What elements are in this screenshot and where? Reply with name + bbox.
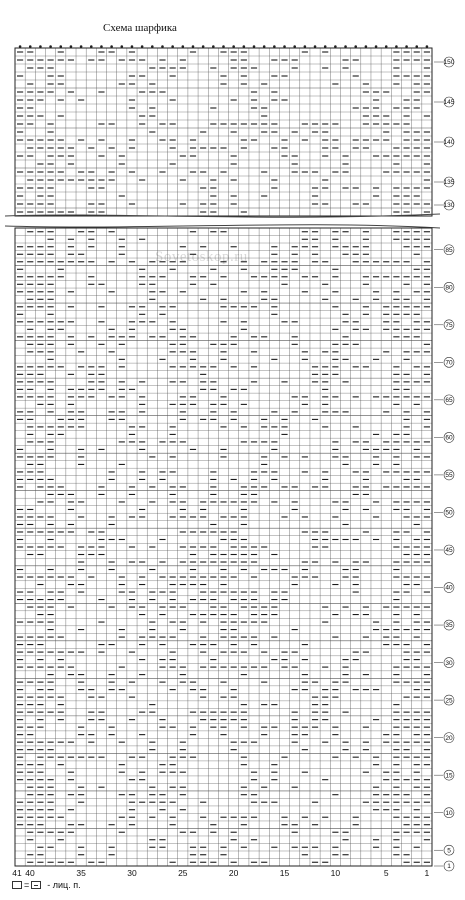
top-edge-dot [59, 45, 62, 48]
top-edge-dot [29, 45, 32, 48]
legend-empty-cell-icon [12, 881, 22, 889]
row-label: 40 [445, 584, 453, 592]
column-label: 30 [127, 868, 137, 878]
top-edge-dot [314, 45, 317, 48]
top-edge-dot [202, 45, 205, 48]
top-edge-dot [131, 45, 134, 48]
column-label: 35 [76, 868, 86, 878]
grid-border [15, 48, 432, 216]
top-edge-dot [212, 45, 215, 48]
top-edge-dot [293, 45, 296, 48]
top-edge-dot [110, 45, 113, 48]
top-edge-dot [365, 45, 368, 48]
row-label: 20 [445, 734, 453, 742]
row-label: 80 [445, 284, 453, 292]
top-edge-dot [100, 45, 103, 48]
top-edge-dot [49, 45, 52, 48]
watermark: Sovetoskop.ru [155, 249, 248, 265]
top-edge-dot [161, 45, 164, 48]
row-label: 35 [445, 622, 453, 630]
column-label: 1 [424, 868, 430, 878]
row-label: 45 [445, 547, 453, 555]
row-label: 10 [445, 809, 453, 817]
column-label: 15 [279, 868, 290, 878]
top-edge-dot [39, 45, 42, 48]
top-edge-dot [375, 45, 378, 48]
chart-title: Схема шарфика [103, 22, 177, 34]
row-label: 130 [443, 202, 455, 210]
row-label: 140 [443, 139, 455, 147]
top-edge-dot [344, 45, 347, 48]
row-label: 5 [447, 847, 451, 855]
legend-description: - лиц. п. [47, 880, 81, 890]
top-edge-dot [405, 45, 408, 48]
top-edge-dot [385, 45, 388, 48]
top-edge-dot [334, 45, 337, 48]
top-edge-dot [253, 45, 256, 48]
top-edge-dot [120, 45, 123, 48]
grid-border [15, 228, 432, 866]
column-label: 20 [228, 868, 239, 878]
row-label: 75 [445, 322, 453, 330]
top-edge-dot [395, 45, 398, 48]
top-edge-dot [283, 45, 286, 48]
row-label: 55 [445, 472, 453, 480]
row-label: 145 [443, 99, 455, 107]
top-edge-dot [151, 45, 154, 48]
column-label: 5 [383, 868, 389, 878]
row-label: 150 [443, 59, 455, 67]
legend [12, 880, 83, 890]
top-edge-dot [324, 45, 327, 48]
row-label: 30 [445, 659, 453, 667]
top-edge-dot [243, 45, 246, 48]
top-edge-dot [222, 45, 225, 48]
column-label: 10 [330, 868, 341, 878]
top-edge-dot [263, 45, 266, 48]
row-label: 60 [445, 434, 453, 442]
top-edge-dot [90, 45, 93, 48]
top-edge-dot [19, 45, 22, 48]
column-label: 25 [178, 868, 188, 878]
row-label: 135 [443, 179, 455, 187]
row-label: 70 [445, 359, 453, 367]
top-edge-dot [80, 45, 83, 48]
row-label: 15 [445, 772, 453, 780]
top-edge-dot [171, 45, 174, 48]
top-edge-dot [304, 45, 307, 48]
top-edge-dot [426, 45, 429, 48]
top-edge-dot [354, 45, 357, 48]
top-edge-dot [182, 45, 185, 48]
row-label: 1 [447, 863, 451, 871]
top-edge-dot [415, 45, 418, 48]
top-edge-dot [232, 45, 235, 48]
top-edge-dot [273, 45, 276, 48]
column-label: 41 [12, 868, 22, 878]
row-label: 25 [445, 697, 453, 705]
legend-knit-cell-icon [31, 881, 41, 889]
row-label: 50 [445, 509, 453, 517]
column-label: 40 [25, 868, 35, 878]
top-edge-dot [192, 45, 195, 48]
row-label: 85 [445, 246, 453, 254]
row-label: 65 [445, 397, 453, 405]
legend-equals: = [24, 880, 30, 890]
top-edge-dot [70, 45, 73, 48]
top-edge-dot [141, 45, 144, 48]
